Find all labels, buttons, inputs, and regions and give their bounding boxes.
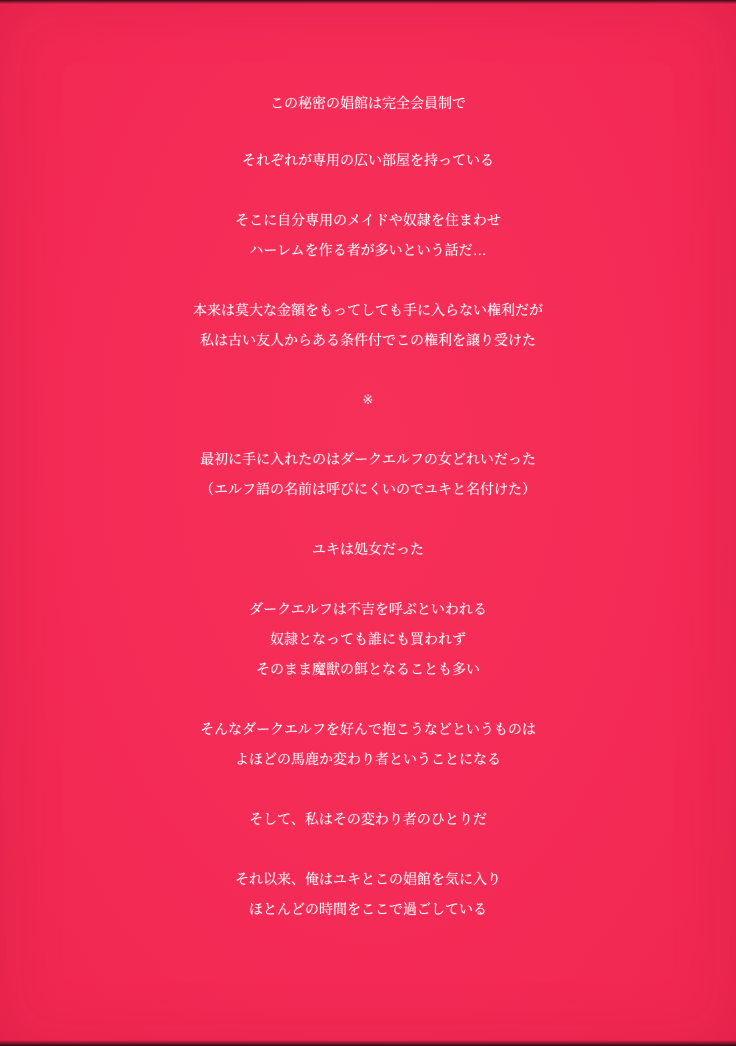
text-line: この秘密の娼館は完全会員制で [270,95,466,111]
page-bottom-edge-shadow [0,1040,736,1046]
text-line: ダークエルフは不吉を呼ぶといわれる [249,601,487,617]
text-line: ほとんどの時間をここで過ごしている [249,901,487,917]
text-line: 本来は莫大な金額をもってしても手に入らない権利だが [193,302,543,318]
text-line: 私は古い友人からある条件付でこの権利を譲り受けた [200,332,536,348]
page-top-edge-shadow [0,0,736,4]
text-line: それぞれが専用の広い部屋を持っている [242,152,494,168]
text-line: そのまま魔獣の餌となることも多い [256,661,480,677]
text-line: （エルフ語の名前は呼びにくいのでユキと名付けた） [200,481,536,497]
text-line: そして、私はその変わり者のひとりだ [249,811,487,827]
text-line: ハーレムを作る者が多いという話だ… [249,242,487,258]
text-line: 最初に手に入れたのはダークエルフの女どれいだった [200,451,536,467]
text-line: 奴隷となっても誰にも買われず [270,631,466,647]
text-line: それ以来、俺はユキとこの娼館を気に入り [235,871,501,887]
text-line: よほどの馬鹿か変わり者ということになる [235,751,501,767]
text-line: そこに自分専用のメイドや奴隷を住まわせ [235,212,501,228]
text-line: ユキは処女だった [312,541,424,557]
text-line: そんなダークエルフを好んで抱こうなどというものは [200,721,536,737]
section-marker: ※ [362,392,374,407]
